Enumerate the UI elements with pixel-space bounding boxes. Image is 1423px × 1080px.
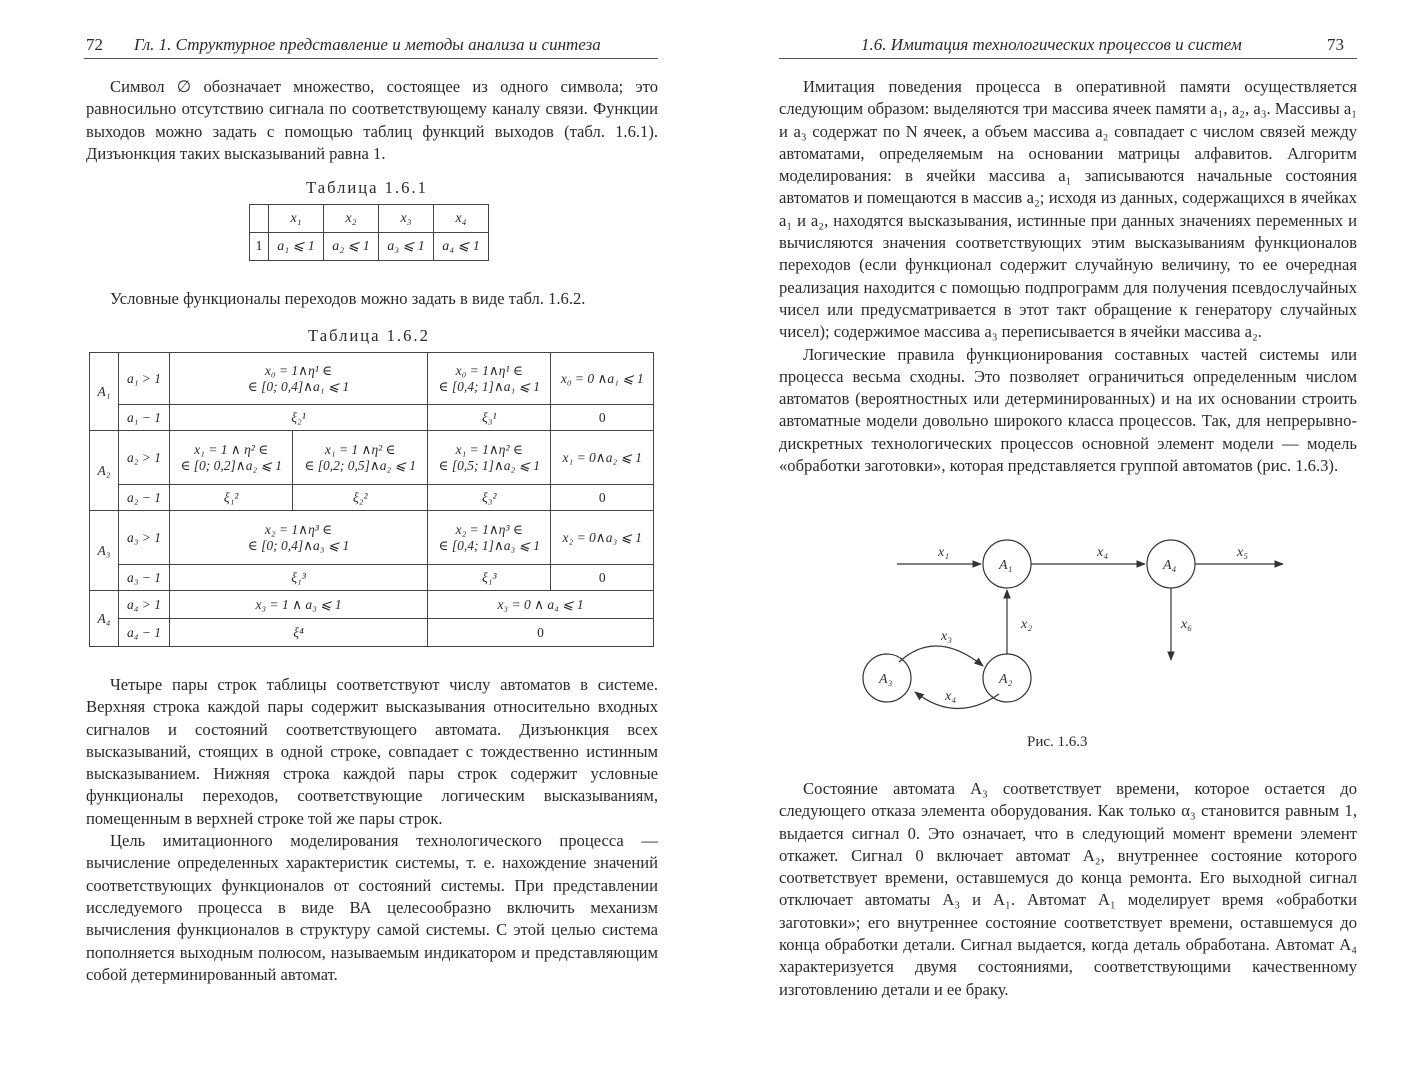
table-1-6-1: [249, 204, 489, 261]
table-cell: 0: [428, 619, 654, 647]
paragraph: [779, 778, 1357, 1001]
table-cell: ξ₂²: [293, 485, 428, 511]
left-page: [0, 0, 711, 1080]
table-cell: a₁ ⩽ 1: [269, 233, 324, 261]
node-label: A₄: [1163, 558, 1177, 573]
edge-label: x₄: [1097, 545, 1109, 560]
table-caption: Таблица 1.6.2: [308, 326, 430, 345]
paragraph: [86, 288, 658, 310]
header-rule: [84, 58, 658, 59]
cell-line: ∈ [0,4; 1]∧a₃ ⩽ 1: [438, 537, 541, 553]
table-cell: a₄ > 1: [119, 591, 170, 619]
automaton-label: A₂: [90, 431, 119, 511]
paragraph: [86, 674, 658, 986]
table-cell: a₂ − 1: [119, 485, 170, 511]
table-caption: Таблица 1.6.1: [306, 178, 428, 197]
table-cell: x₀ = 0 ∧a₁ ⩽ 1: [551, 353, 654, 405]
paragraph-text: Цель имитационного моделирования технологического процесса — вычисление определенных характеристик системы, т. е. нахождение значений соответствующих функционалов от состояний системы. При представлении исследуемого процесса в виде ВА целесообразно включить механизм вычисления функционалов в структуру самой системы. С этой целью система пополняется выходным полюсом, называемым индикатором и представляющим собой детерминированный автомат.: [86, 831, 658, 984]
cell-line: x₂ = 1∧η³ ∈: [264, 521, 333, 537]
table-cell: [293, 431, 428, 485]
page-number: 73: [1327, 35, 1344, 54]
edge-x3: [899, 646, 983, 666]
running-header: 1.6. Имитация технологических процессов и систем: [861, 35, 1242, 54]
running-header: Гл. 1. Структурное представление и методы анализа и синтеза: [134, 35, 601, 54]
table-cell: a₄ − 1: [119, 619, 170, 647]
cell-line: ∈ [0; 0,4]∧a₁ ⩽ 1: [247, 378, 350, 394]
cell-line: ∈ [0,4; 1]∧a₁ ⩽ 1: [438, 378, 541, 394]
edge-label: x₃: [941, 629, 953, 644]
paragraph: [86, 76, 658, 165]
table-cell: ξ₁²: [170, 485, 293, 511]
cell-line: x₀ = 1∧η¹ ∈: [264, 362, 333, 378]
page-number: 72: [86, 35, 103, 54]
table-cell: [428, 511, 551, 565]
table-row-label: 1: [250, 233, 269, 261]
table-cell: x₃ = 1 ∧ a₃ ⩽ 1: [170, 591, 428, 619]
cell-line: ∈ [0; 0,2]∧a₂ ⩽ 1: [180, 457, 282, 473]
table-cell: ξ⁴: [170, 619, 428, 647]
header-rule: [779, 58, 1357, 59]
cell-line: x₁ = 1 ∧ η² ∈: [194, 441, 269, 457]
table-cell: a₃ − 1: [119, 565, 170, 591]
edge-label: x₂: [1021, 617, 1033, 632]
cell-line: ∈ [0; 0,4]∧a₃ ⩽ 1: [247, 537, 350, 553]
automata-diagram: [881, 528, 1301, 718]
edge-label: x₄: [945, 689, 957, 704]
table-cell: ξ₃²: [428, 485, 551, 511]
table-cell: 0: [551, 405, 654, 431]
paragraph: [779, 76, 1357, 477]
paragraph-text: Имитация поведения процесса в оперативной памяти осуществляется следующим образом: выделяются три массива ячеек памяти a₁, a₂, a₃. Массивы a₁ и a₃ содержат по N ячеек, а объем массива a₂ совпадает с числом связей между автоматами, определяемым на основании матрицы алфавитов. Алгоритм моделирования: в ячейки массива a₁ записываются начальные состояния автоматов и помещаются в массив a₂; исходя из данных, содержащихся в ячейках a₁ и a₂, находятся высказывания, истинные при данных значениях переменных и вычисляются значения соответствующих этим высказываниям функционалов переходов (если функционал содержит случайную величину, то ее очередная реализация находится с помощью подпрограмм для получения псевдослучайных чисел или предусматривается в этот такт обращение к генератору случайных чисел); содержимое массива a₃ переписывается в ячейки массива a₂.: [779, 77, 1357, 342]
automaton-label: A₃: [90, 511, 119, 591]
table-cell: [428, 431, 551, 485]
table-cell: 0: [551, 485, 654, 511]
node-label: A₃: [879, 672, 893, 687]
cell-line: x₀ = 1∧η¹ ∈: [455, 362, 523, 378]
table-cell: ξ₁³: [170, 565, 428, 591]
automaton-label: A₄: [90, 591, 119, 647]
automaton-label: A₁: [90, 353, 119, 431]
table-cell: ξ₁³: [428, 565, 551, 591]
table-cell: a₃ > 1: [119, 511, 170, 565]
table-cell: [250, 205, 269, 233]
node-label: A₂: [999, 672, 1013, 687]
edge-label: x₆: [1181, 617, 1193, 632]
table-cell: ξ₃¹: [428, 405, 551, 431]
table-cell: a₂ > 1: [119, 431, 170, 485]
paragraph-text: Логические правила функционирования составных частей системы или процесса весьма сходны. Это позволяет ограничиться определенным числом автоматов (вероятностных или детерминированных) и на их основании строить автоматные модели довольно широкого класса процессов. Так, для непрерывно-дискретных технологических процессов основной элемент модели — модель «обработки заготовки», которая представляется группой автоматов (рис. 1.6.3).: [779, 344, 1357, 476]
cell-line: x₁ = 1 ∧η² ∈: [324, 441, 396, 457]
table-cell: a₃ ⩽ 1: [379, 233, 434, 261]
right-page: [711, 0, 1423, 1080]
paragraph-text: Символ ∅ обозначает множество, состоящее из одного символа; это равносильно отсутствию сигнала по соответствующему каналу связи. Функции выходов можно задать с помощью таблиц функций выходов (табл. 1.6.1). Дизъюнкция таких высказываний равна 1.: [86, 77, 658, 163]
paragraph-text: Условные функционалы переходов можно задать в виде табл. 1.6.2.: [110, 289, 586, 308]
table-header: x₁: [269, 205, 324, 233]
table-cell: [428, 353, 551, 405]
table-cell: x₃ = 0 ∧ a₄ ⩽ 1: [428, 591, 654, 619]
table-header: x₄: [434, 205, 489, 233]
table-cell: a₁ > 1: [119, 353, 170, 405]
table-1-6-2: [89, 352, 654, 647]
table-cell: a₄ ⩽ 1: [434, 233, 489, 261]
table-cell: 0: [551, 565, 654, 591]
table-cell: [170, 353, 428, 405]
node-label: A₁: [999, 558, 1013, 573]
table-header: x₃: [379, 205, 434, 233]
table-header: x₂: [324, 205, 379, 233]
table-cell: ξ₂¹: [170, 405, 428, 431]
edge-x4-bottom: [915, 692, 999, 709]
cell-line: x₁ = 1∧η² ∈: [455, 441, 523, 457]
paragraph-text: Четыре пары строк таблицы соответствуют числу автоматов в системе. Верхняя строка каждой пары содержит высказывания относительно входных сигналов и состояний соответствующего автомата. Дизъюнкция всех высказываний, стоящих в одной строке, совпадает с тождественно истинным высказыванием. Нижняя строка каждой пары строк содержит условные функционалы переходов, соответствующие логическим высказываниям, помещенным в верхней строке той же пары строк.: [86, 675, 658, 828]
table-cell: [170, 511, 428, 565]
edge-label: x₁: [938, 545, 950, 560]
table-cell: [170, 431, 293, 485]
cell-line: ∈ [0,5; 1]∧a₂ ⩽ 1: [438, 457, 541, 473]
table-cell: a₁ − 1: [119, 405, 170, 431]
cell-line: ∈ [0,2; 0,5]∧a₂ ⩽ 1: [304, 457, 417, 473]
cell-line: x₂ = 1∧η³ ∈: [455, 521, 523, 537]
edge-label: x₅: [1237, 545, 1249, 560]
paragraph-text: Состояние автомата A₃ соответствует времени, которое остается до следующего отказа элемента оборудования. Как только α₃ становится равным 1, выдается сигнал 0. Это означает, что в следующий момент времени элемент откажет. Сигнал 0 включает автомат A₂, внутреннее состояние которого соответствует времени, оставшемуся до конца ремонта. Его выходной сигнал отключает автоматы A₃ и A₁. Автомат A₁ моделирует время «обработки заготовки»; его внутреннее состояние соответствует времени, оставшемуся до конца обработки детали. Сигнал выдается, когда деталь обработана. Автомат A₄ характеризуется двумя состояниями, соответствующими качественному изготовлению детали и ее браку.: [779, 779, 1357, 999]
figure-caption: Рис. 1.6.3: [1027, 734, 1088, 750]
table-cell: x₂ = 0∧a₃ ⩽ 1: [551, 511, 654, 565]
table-cell: a₂ ⩽ 1: [324, 233, 379, 261]
table-cell: x₁ = 0∧a₂ ⩽ 1: [551, 431, 654, 485]
